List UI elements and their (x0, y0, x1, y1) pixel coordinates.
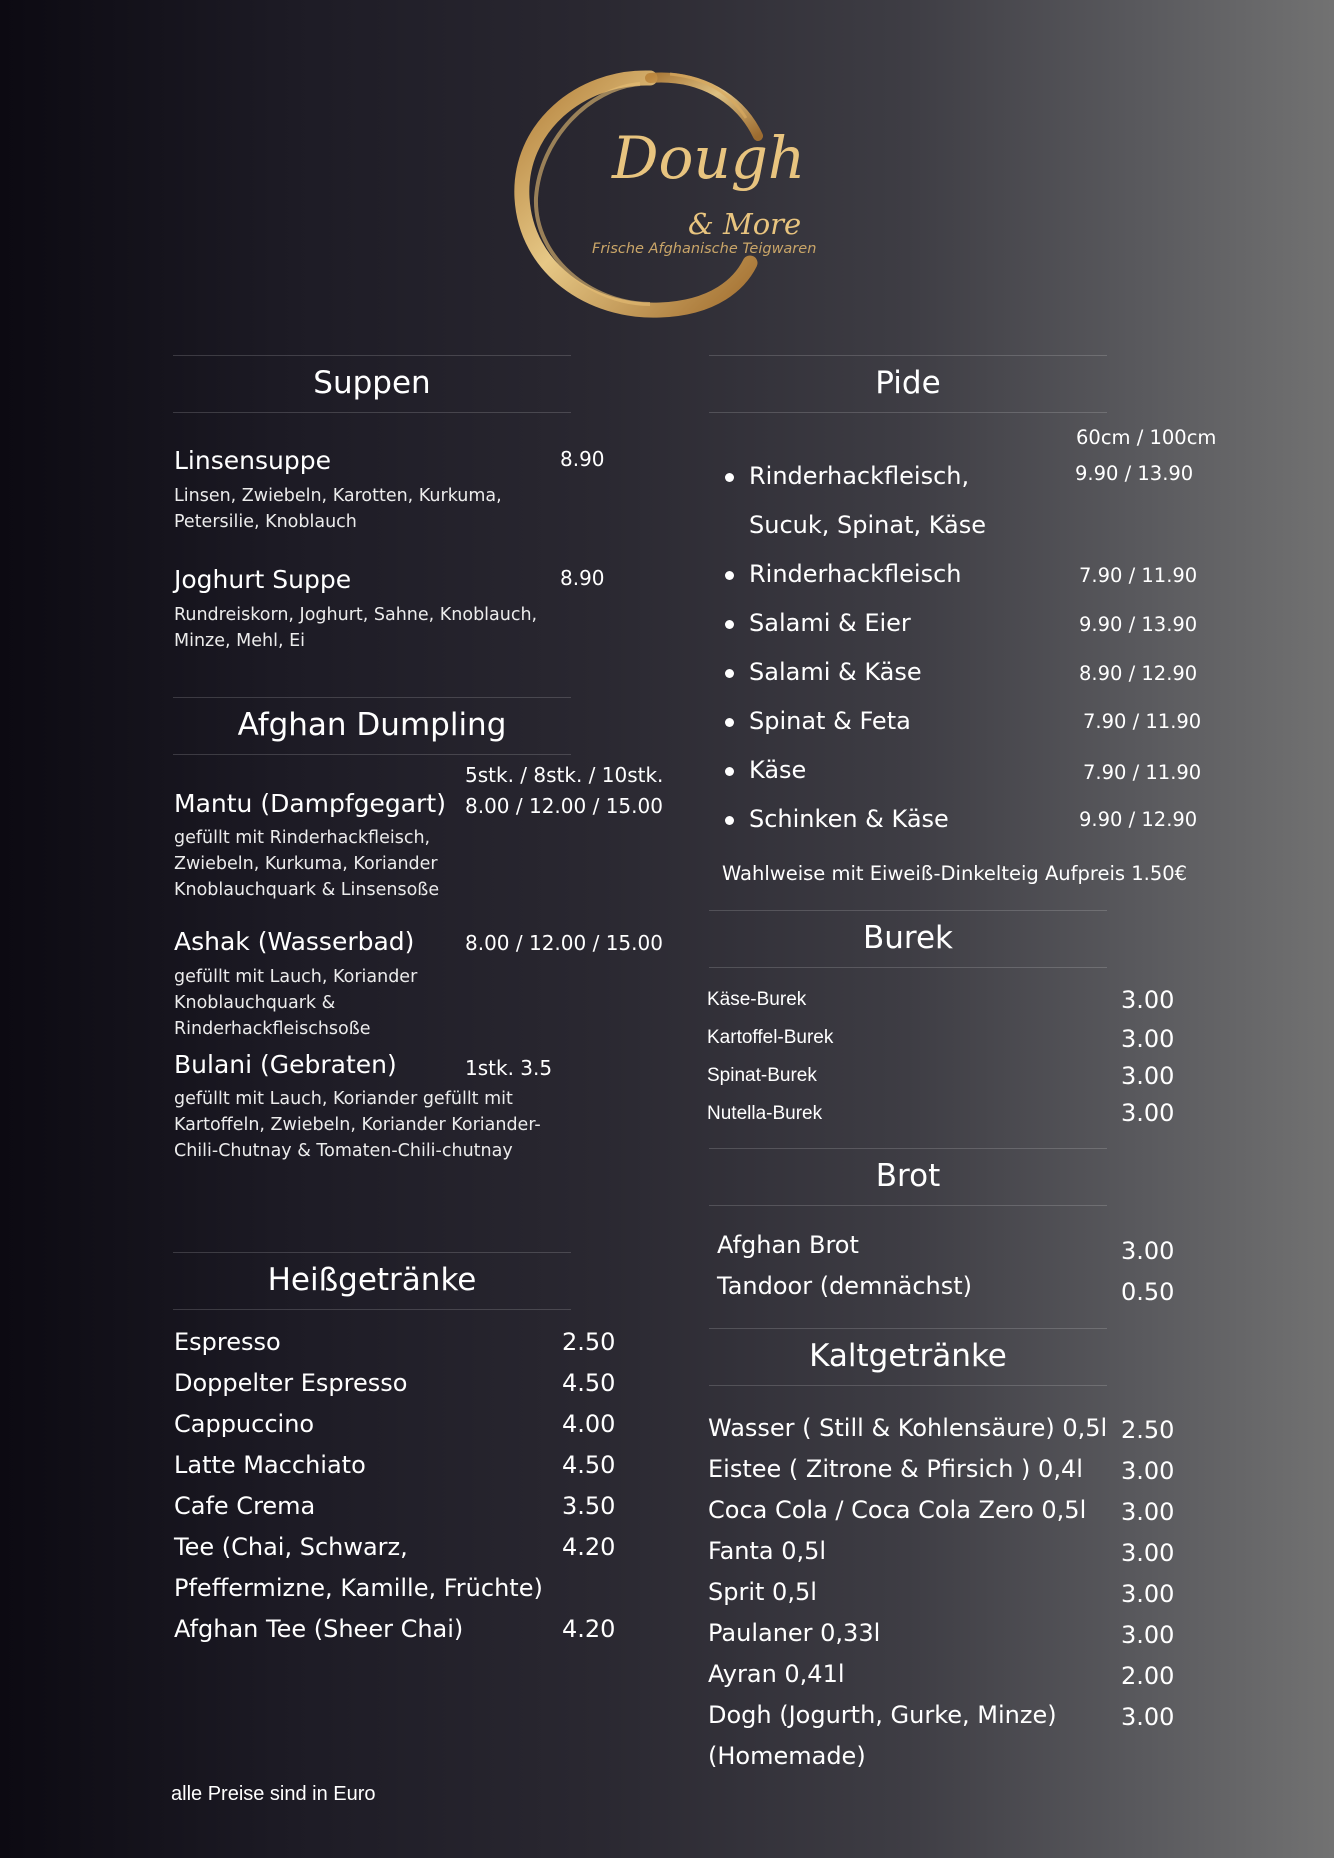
menu-item-name: Joghurt Suppe (174, 565, 352, 594)
drink-price: 3.00 (1121, 1580, 1175, 1608)
section-header-pide (709, 355, 1107, 413)
menu-item-description: gefüllt mit Lauch, Koriander Knoblauchquark & Rinderhackfleischsoße (174, 967, 418, 1039)
pide-item-name: Salami & Käse (749, 658, 922, 686)
section-title: Brot (875, 1158, 941, 1194)
menu-item-name: Linsensuppe (174, 446, 331, 475)
pide-item-name: Sucuk, Spinat, Käse (749, 511, 987, 539)
menu-item-name: Ashak (Wasserbad) (174, 927, 415, 956)
pide-item-price: 7.90 / 11.90 (1083, 710, 1202, 733)
logo-title: Dough (612, 124, 806, 192)
pide-sizes: 60cm / 100cm (1076, 426, 1217, 449)
section-title: Burek (862, 920, 953, 956)
drink-name: Doppelter Espresso (174, 1369, 408, 1397)
drink-name: Latte Macchiato (174, 1451, 366, 1479)
bullet-icon (725, 473, 734, 482)
drink-name: Cappuccino (174, 1410, 315, 1438)
menu-item-description: Rundreiskorn, Joghurt, Sahne, Knoblauch, Minze, Mehl, Ei (174, 605, 538, 651)
drink-name: Paulaner 0,33l (708, 1619, 881, 1647)
pide-item-name: Rinderhackfleisch (749, 560, 962, 588)
section-header-suppen (173, 355, 571, 413)
section-title: Suppen (313, 365, 431, 401)
pide-item-name: Käse (749, 756, 807, 784)
drink-price: 3.50 (562, 1492, 616, 1520)
pide-item-name: Rinderhackfleisch, (749, 462, 970, 490)
drink-price: 3.00 (1121, 1498, 1175, 1526)
brot-item-price: 3.00 (1121, 1237, 1175, 1265)
section-title: Pide (875, 365, 941, 401)
drink-price: 3.00 (1121, 1539, 1175, 1567)
bullet-icon (725, 620, 734, 629)
drink-price: 4.50 (562, 1369, 616, 1397)
menu-item-name: Mantu (Dampfgegart) (174, 789, 446, 818)
drink-name: Wasser ( Still & Kohlensäure) 0,5l (708, 1414, 1108, 1442)
logo (500, 58, 840, 328)
drink-name: Tee (Chai, Schwarz, (174, 1533, 408, 1561)
menu-item-description: gefüllt mit Lauch, Koriander gefüllt mit Kartoffeln, Zwiebeln, Koriander Koriander-Chili-Chutnay & Tomaten-Chili-chutnay (174, 1089, 541, 1161)
drink-price: 2.00 (1121, 1662, 1175, 1690)
brot-item-price: 0.50 (1121, 1278, 1175, 1306)
burek-item-price: 3.00 (1121, 1062, 1175, 1090)
bullet-icon (725, 718, 734, 727)
drink-price: 4.20 (562, 1533, 616, 1561)
menu-item-description: gefüllt mit Rinderhackfleisch, Zwiebeln, Kurkuma, Koriander Knoblauchquark & Linsensoße (174, 828, 440, 900)
section-title: Heißgetränke (267, 1262, 477, 1298)
bullet-icon (725, 669, 734, 678)
section-header-brot (709, 1148, 1107, 1206)
section-header-dumpling (173, 697, 571, 755)
drink-price: 4.00 (562, 1410, 616, 1438)
drink-name: Sprit 0,5l (708, 1578, 817, 1606)
pide-item-name: Salami & Eier (749, 609, 911, 637)
burek-item-name: Käse-Burek (707, 989, 807, 1010)
pide-item-price: 9.90 / 13.90 (1079, 613, 1198, 636)
footer-note: alle Preise sind in Euro (171, 1783, 376, 1805)
pide-item-name: Schinken & Käse (749, 805, 949, 833)
menu-item-price: 1stk. 3.5 (465, 1056, 553, 1080)
menu-item-name: Bulani (Gebraten) (174, 1050, 397, 1079)
pide-note: Wahlweise mit Eiweiß-Dinkelteig Aufpreis 1.50€ (722, 862, 1188, 885)
menu-item-price: 8.90 (560, 566, 605, 590)
drink-price: 2.50 (1121, 1416, 1175, 1444)
menu-item-price: 8.90 (560, 447, 605, 471)
drink-name: Dogh (Jogurth, Gurke, Minze) (708, 1701, 1057, 1729)
drink-name: Afghan Tee (Sheer Chai) (174, 1615, 464, 1643)
section-header-burek (709, 910, 1107, 968)
burek-item-price: 3.00 (1121, 1099, 1175, 1127)
section-title: Afghan Dumpling (237, 707, 507, 743)
drink-name: Cafe Crema (174, 1492, 316, 1520)
bullet-icon (725, 571, 734, 580)
burek-item-name: Kartoffel-Burek (707, 1027, 834, 1048)
drink-name: Eistee ( Zitrone & Pfirsich ) 0,4l (708, 1455, 1083, 1483)
pide-item-price: 9.90 / 13.90 (1075, 462, 1194, 485)
portion-sizes: 5stk. / 8stk. / 10stk. (465, 763, 664, 787)
burek-item-name: Nutella-Burek (707, 1103, 823, 1124)
pide-item-name: Spinat & Feta (749, 707, 911, 735)
brot-item-name: Tandoor (demnächst) (717, 1272, 973, 1300)
pide-item-price: 7.90 / 11.90 (1083, 761, 1202, 784)
burek-item-price: 3.00 (1121, 1025, 1175, 1053)
drink-name: Coca Cola / Coca Cola Zero 0,5l (708, 1496, 1087, 1524)
pide-item-price: 9.90 / 12.90 (1079, 808, 1198, 831)
menu-item-description: Linsen, Zwiebeln, Karotten, Kurkuma, Petersilie, Knoblauch (174, 486, 502, 532)
drink-price: 4.20 (562, 1615, 616, 1643)
drink-price: 3.00 (1121, 1621, 1175, 1649)
drink-price: 2.50 (562, 1328, 616, 1356)
drink-price: 3.00 (1121, 1457, 1175, 1485)
section-title: Kaltgetränke (809, 1338, 1007, 1374)
logo-subtitle: & More (688, 207, 802, 241)
drink-name: Pfeffermizne, Kamille, Früchte) (174, 1574, 543, 1602)
bullet-icon (725, 767, 734, 776)
menu-item-price: 8.00 / 12.00 / 15.00 (465, 794, 663, 818)
logo-ring-icon (500, 58, 840, 328)
drink-price: 3.00 (1121, 1703, 1175, 1731)
section-header-heissgetraenke (173, 1252, 571, 1310)
bullet-icon (725, 816, 734, 825)
drink-name: Ayran 0,41l (708, 1660, 845, 1688)
section-header-kaltgetraenke (709, 1328, 1107, 1386)
menu-item-price: 8.00 / 12.00 / 15.00 (465, 931, 663, 955)
brot-item-name: Afghan Brot (717, 1231, 859, 1259)
drink-name: Espresso (174, 1328, 281, 1356)
pide-item-price: 8.90 / 12.90 (1079, 662, 1198, 685)
drink-price: 4.50 (562, 1451, 616, 1479)
drink-name: Fanta 0,5l (708, 1537, 827, 1565)
drink-name: (Homemade) (708, 1742, 866, 1770)
pide-item-price: 7.90 / 11.90 (1079, 564, 1198, 587)
logo-tagline: Frische Afghanische Teigwaren (592, 241, 817, 257)
burek-item-name: Spinat-Burek (707, 1065, 817, 1086)
burek-item-price: 3.00 (1121, 986, 1175, 1014)
